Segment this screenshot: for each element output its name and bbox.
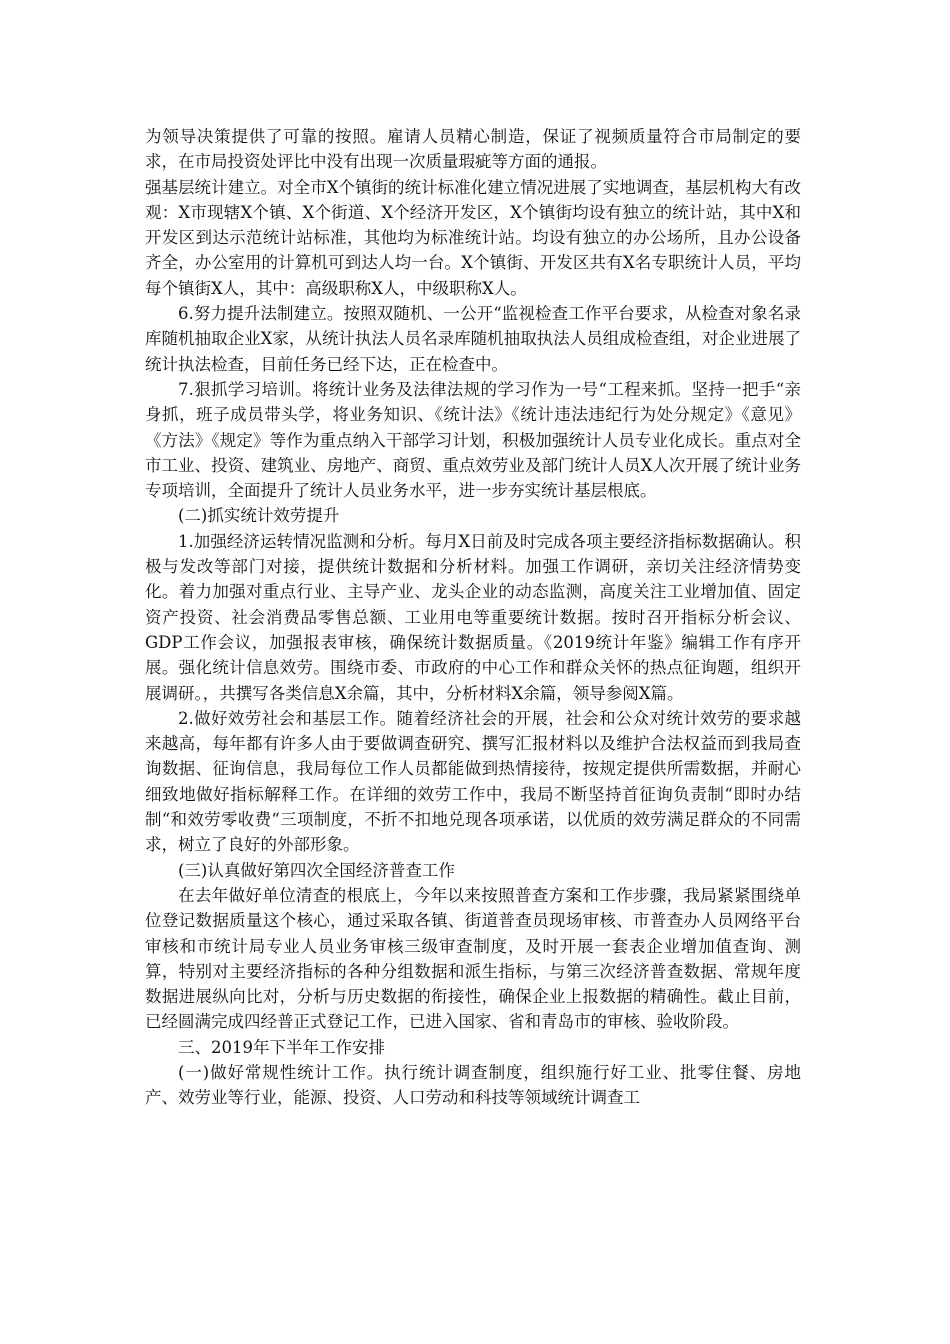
paragraph-1: 为领导决策提供了可靠的按照。雇请人员精心制造，保证了视频质量符合市局制定的要求，在市局投资处评比中没有出现一次质量瑕疵等方面的通报。 bbox=[145, 127, 801, 172]
document-body bbox=[145, 124, 801, 1111]
section-heading-3: (三)认真做好第四次全国经济普查工作 bbox=[178, 860, 455, 880]
paragraph-3: 6.努力提升法制建立。按照双随机、一公开“监视检查工作平台要求，从检查对象名录库随机抽取企业X家，从统计执法人员名录库随机抽取执法人员组成检查组，对企业进展了统计执法检查，目前任务已经下达，正在检查中。 bbox=[145, 304, 801, 374]
paragraph-2: 强基层统计建立。对全市X个镇街的统计标准化建立情况进展了实地调查，基层机构大有改观：X市现辖X个镇、X个街道、X个经济开发区，X个镇街均设有独立的统计站，其中X和开发区到达示范统计站标准，其他均为标准统计站。均设有独立的办公场所，且办公设备齐全，办公室用的计算机可到达人均一台。X个镇街、开发区共有X名专职统计人员，平均每个镇街X人，其中：高级职称X人，中级职称X人。 bbox=[145, 177, 801, 298]
paragraph-5: 1.加强经济运转情况监测和分析。每月X日前及时完成各项主要经济指标数据确认。积极与发改等部门对接，提供统计数据和分析材料。加强工作调研，亲切关注经济情势变化。着力加强对重点行业、主导产业、龙头企业的动态监测，高度关注工业增加值、固定资产投资、社会消费品零售总额、工业用电等重要统计数据。按时召开指标分析会议、GDP工作会议，加强报表审核，确保统计数据质量。《2019统计年鉴》编辑工作有序开展。强化统计信息效劳。围绕市委、市政府的中心工作和群众关怀的热点征询题，组织开展调研。，共撰写各类信息X余篇，其中，分析材料X余篇，领导参阅X篇。 bbox=[145, 531, 801, 703]
chapter-heading: 三、2019年下半年工作安排 bbox=[178, 1037, 385, 1057]
paragraph-7: 在去年做好单位清查的根底上，今年以来按照普查方案和工作步骤，我局紧紧围绕单位登记数据质量这个核心，通过采取各镇、街道普查员现场审核、市普查办人员网络平台审核和市统计局专业人员业务审核三级审查制度，及时开展一套表企业增加值查询、测算，特别对主要经济指标的各种分组数据和派生指标，与第三次经济普查数据、常规年度数据进展纵向比对，分析与历史数据的衔接性，确保企业上报数据的精确性。截止目前，已经圆满完成四经普正式登记工作，已进入国家、省和青岛市的审核、验收阶段。 bbox=[145, 885, 801, 1032]
section-heading-2: (二)抓实统计效劳提升 bbox=[178, 506, 340, 526]
paragraph-4: 7.狠抓学习培训。将统计业务及法律法规的学习作为一号“工程来抓。坚持一把手“亲身抓，班子成员带头学，将业务知识、《统计法》《统计违法违纪行为处分规定》《意见》《方法》《规定》等作为重点纳入干部学习计划，积极加强统计人员专业化成长。重点对全市工业、投资、建筑业、房地产、商贸、重点效劳业及部门统计人员X人次开展了统计业务专项培训，全面提升了统计人员业务水平，进一步夯实统计基层根底。 bbox=[145, 379, 801, 501]
paragraph-6: 2.做好效劳社会和基层工作。随着经济社会的开展，社会和公众对统计效劳的要求越来越高，每年都有许多人由于要做调查研究、撰写汇报材料以及维护合法权益而到我局查询数据、征询信息，我局每位工作人员都能做到热情接待，按规定提供所需数据，并耐心细致地做好指标解释工作。在详细的效劳工作中，我局不断坚持首征询负责制“即时办结制“和效劳零收费“三项制度，不折不扣地兑现各项承诺，以优质的效劳满足群众的不同需求，树立了良好的外部形象。 bbox=[145, 708, 801, 855]
paragraph-8: (一)做好常规性统计工作。执行统计调查制度，组织施行好工业、批零住餐、房地产、效劳业等行业，能源、投资、人口劳动和科技等领域统计调查工 bbox=[145, 1062, 801, 1108]
